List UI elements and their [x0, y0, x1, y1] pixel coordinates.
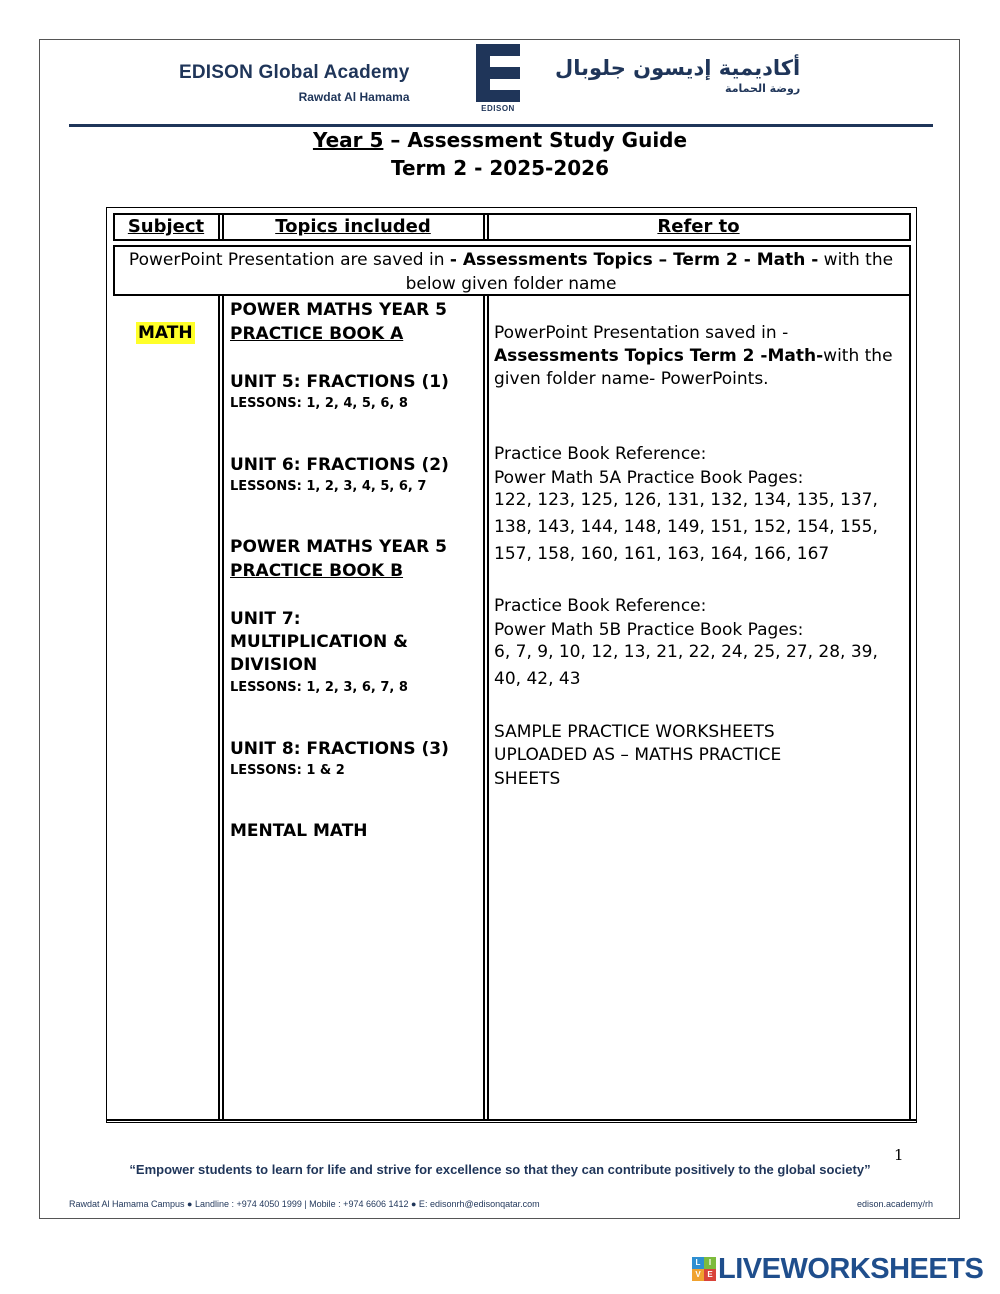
- note-folder: - Assessments Topics – Term 2 - Math -: [449, 250, 819, 270]
- topic-unit8-title: UNIT 8: FRACTIONS (3): [230, 739, 449, 759]
- refer-worksheets-l2: UPLOADED AS – MATHS PRACTICE: [494, 745, 782, 765]
- campus-en: Rawdat Al Hamama: [298, 90, 410, 104]
- topic-unit7-title-l1: UNIT 7:: [230, 609, 301, 629]
- table-top-line: [113, 213, 911, 215]
- table-note-top-line: [113, 245, 911, 247]
- topic-unit5-title: UNIT 5: FRACTIONS (1): [230, 372, 449, 392]
- footer-website[interactable]: edison.academy/rh: [856, 1199, 933, 1209]
- col-divider-1b-body: [222, 294, 224, 1120]
- lw-letter-v: V: [692, 1269, 704, 1281]
- topic-unit7-title-l3: DIVISION: [230, 655, 318, 675]
- topic-unit5-lessons: LESSONS: 1, 2, 4, 5, 6, 8: [230, 396, 408, 411]
- liveworksheets-logo-icon: [692, 1257, 716, 1281]
- refer-ppt-prefix: PowerPoint Presentation saved in -: [494, 323, 789, 343]
- refer-book-a-subheading: Power Math 5A Practice Book Pages:: [494, 468, 804, 488]
- school-name-ar-block: [555, 56, 800, 95]
- refer-book-b-pages: 6, 7, 9, 10, 12, 13, 21, 22, 24, 25, 27, 28, 39, 40, 42, 43: [494, 642, 878, 689]
- refer-book-b-heading: Practice Book Reference:: [494, 596, 707, 616]
- school-name-ar: أكاديمية إديسون جلوبال: [555, 56, 801, 80]
- refer-ppt-suffix: with the given folder name- PowerPoints.: [494, 346, 893, 389]
- header-subject: Subject: [127, 216, 205, 237]
- liveworksheets-watermark[interactable]: [692, 1254, 983, 1284]
- school-motto: “Empower students to learn for life and strive for excellence so that they can contribute positively to the global society”: [129, 1162, 871, 1177]
- note-prefix: PowerPoint Presentation are saved in: [128, 250, 450, 270]
- note-suffix: with the below given folder name: [405, 250, 894, 294]
- col-divider-2-header: [483, 213, 485, 241]
- table-right-line-header: [909, 213, 911, 241]
- col-divider-1-header: [218, 213, 220, 241]
- school-name-en: EDISON Global Academy: [179, 62, 410, 83]
- topic-mental-math: MENTAL MATH: [230, 821, 368, 841]
- lw-letter-l: L: [692, 1257, 704, 1269]
- topic-unit8-lessons: LESSONS: 1 & 2: [230, 763, 345, 778]
- header-divider: [69, 124, 933, 127]
- campus-ar: روضة الحمامة: [725, 82, 801, 95]
- refer-book-a-heading: Practice Book Reference:: [494, 444, 707, 464]
- refer-ppt-folder: Assessments Topics Term 2 -Math-: [494, 346, 824, 366]
- lw-letter-e: E: [704, 1269, 716, 1281]
- logo-label: EDISON: [481, 104, 515, 113]
- page-subtitle-term: Term 2 - 2025-2026: [391, 156, 609, 180]
- liveworksheets-text: LIVEWORKSHEETS: [718, 1252, 984, 1285]
- title-rest: – Assessment Study Guide: [383, 128, 688, 152]
- header-refer-to: Refer to: [657, 216, 740, 237]
- table-right-line-body: [909, 245, 911, 1119]
- topic-book-b-title: PRACTICE BOOK B: [230, 561, 404, 581]
- table-header-bottom-line: [113, 239, 911, 241]
- page-number: 1: [894, 1146, 904, 1164]
- col-divider-2b-body: [487, 294, 489, 1120]
- topic-unit6-lessons: LESSONS: 1, 2, 3, 4, 5, 6, 7: [230, 479, 427, 494]
- page-title: [0, 128, 1000, 152]
- edison-logo: [474, 44, 522, 118]
- refer-book-b-subheading: Power Math 5B Practice Book Pages:: [494, 620, 804, 640]
- refer-worksheets-l3: SHEETS: [494, 769, 561, 789]
- school-header: [69, 40, 933, 126]
- subject-math: MATH: [138, 323, 193, 343]
- refer-ppt: [494, 322, 904, 391]
- col-divider-2-body: [483, 294, 485, 1120]
- edison-e-icon: [476, 44, 520, 102]
- lw-letter-i: I: [704, 1257, 716, 1269]
- refer-book-a-pages: 122, 123, 125, 126, 131, 132, 134, 135, 137, 138, 143, 144, 148, 149, 151, 152, 154, 155, 157, 158, 160, 161, 163, 164, 166, 167: [494, 490, 878, 564]
- table-note: [114, 248, 908, 296]
- topic-unit7-lessons: LESSONS: 1, 2, 3, 6, 7, 8: [230, 680, 408, 695]
- topic-book-b-line2: [230, 559, 403, 583]
- topic-book-a-line2: [230, 322, 403, 346]
- col-divider-1-body: [218, 294, 220, 1120]
- refer-worksheets-l1: SAMPLE PRACTICE WORKSHEETS: [494, 722, 775, 742]
- footer-contact: Rawdat Al Hamama Campus ● Landline : +974 4050 1999 | Mobile : +974 6606 1412 ● E: edisonrh@edisonqatar.com: [69, 1199, 540, 1209]
- school-name-en-block: [179, 62, 410, 104]
- header-topics: Topics included: [275, 216, 431, 237]
- table-bottom-line: [106, 1119, 917, 1121]
- title-year: Year 5: [312, 128, 384, 152]
- topic-book-a-line1: POWER MATHS YEAR 5: [230, 300, 447, 320]
- topic-book-b-line1: POWER MATHS YEAR 5: [230, 537, 447, 557]
- topic-unit7-title-l2: MULTIPLICATION &: [230, 632, 408, 652]
- topic-book-a-title: PRACTICE BOOK A: [230, 324, 404, 344]
- topic-unit6-title: UNIT 6: FRACTIONS (2): [230, 455, 449, 475]
